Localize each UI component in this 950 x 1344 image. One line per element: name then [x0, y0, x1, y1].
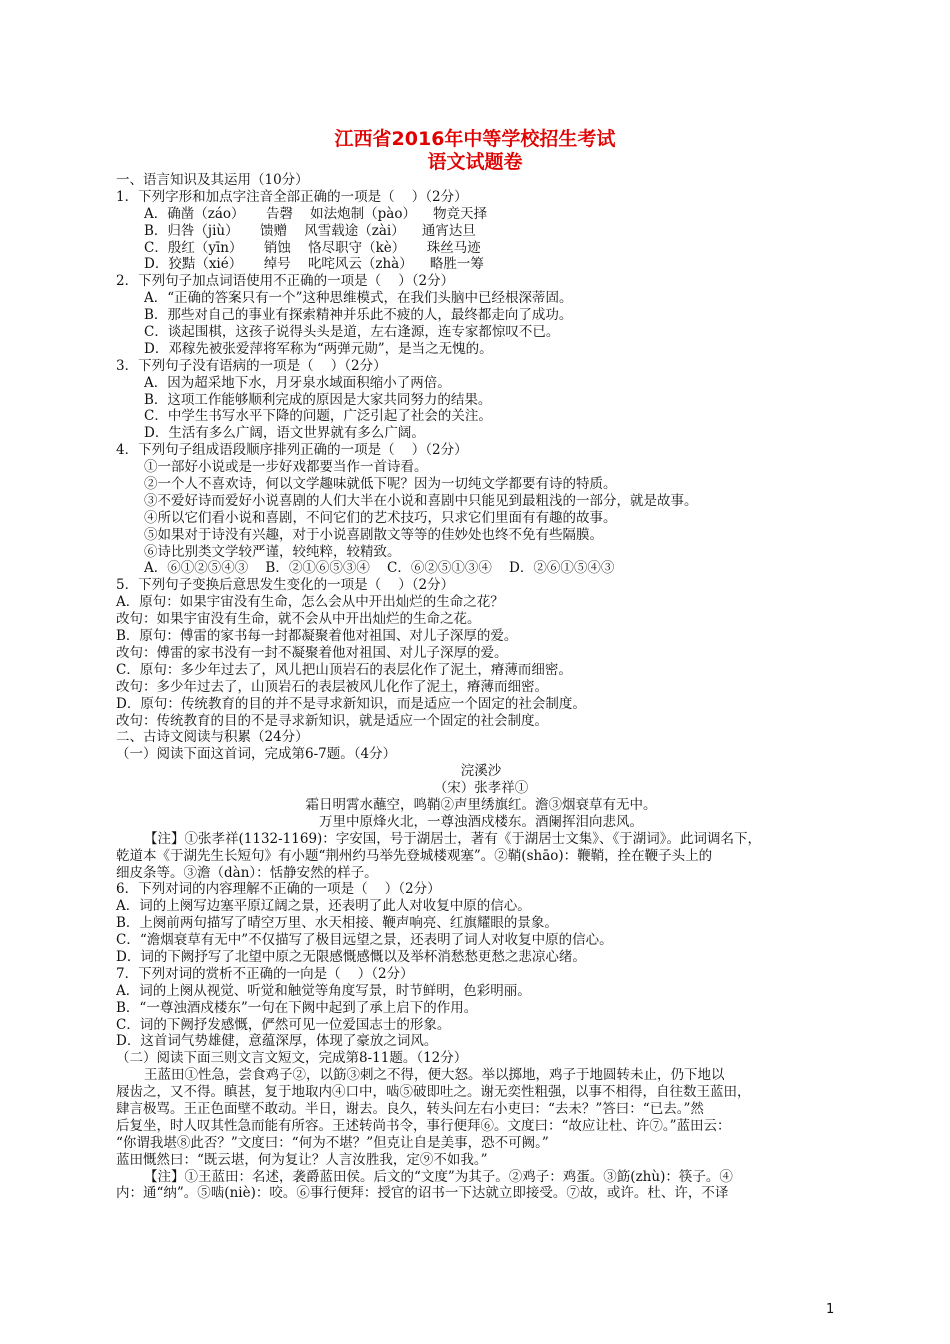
text-line: B．上阕前两句描写了晴空万里、水天相接、鞭声响亮、红旗耀眼的景象。 [116, 915, 558, 932]
text-line: A．确凿（záo） 告磬 如法炮制（pào） 物竞天择 [144, 205, 488, 222]
text-line: A．⑥①②⑤④③ B．②①⑥⑤③④ C．⑥②⑤①③④ D．②⑥①⑤④③ [144, 560, 615, 577]
text-line: ⑤如果对于诗没有兴趣，对于小说喜剧散文等等的佳妙处也终不免有些隔膜。 [144, 526, 603, 543]
text-line: ②一个人不喜欢诗，何以文学趣味就低下呢？因为一切纯文学都要有诗的特质。 [144, 476, 617, 493]
text-line: D．邓稼先被张爱萍将军称为“两弹元勋”，是当之无愧的。 [144, 340, 493, 357]
text-line: 3．下列句子没有语病的一项是（ ）（2分） [116, 357, 387, 374]
text-line: ④所以它们看小说和喜剧，不问它们的艺术技巧，只求它们里面有有趣的故事。 [144, 509, 617, 526]
text-line: C．谈起围棋，这孩子说得头头是道，左右逢源，连专家都惊叹不已。 [144, 324, 560, 341]
text-line: B．“一尊浊酒戍楼东”一句在下阙中起到了承上启下的作用。 [116, 999, 478, 1016]
text-line: 改句：传统教育的目的不是寻求新知识，就是适应一个固定的社会制度。 [116, 712, 548, 729]
text-line: （一）阅读下面这首词，完成第6-7题。（4分） [116, 746, 397, 763]
text-line: A．原句：如果宇宙没有生命，怎么会从中开出灿烂的生命之花？ [116, 594, 504, 611]
text-line: A．“正确的答案只有一个”这种思维模式，在我们头脑中已经根深蒂固。 [144, 290, 573, 307]
text-line: B．归咎（jiù） 馈赠 风雪载途（zài） 通宵达旦 [144, 222, 476, 239]
text-line: ③不爱好诗而爱好小说喜剧的人们大半在小说和喜剧中只能见到最粗浅的一部分，就是故事。 [144, 492, 698, 509]
text-line: A．词的上阕写边塞平原辽阔之景，还表明了此人对收复中原的信心。 [116, 898, 531, 915]
text-line: 细皮条等。③澹（dàn）：恬静安然的样子。 [116, 864, 378, 881]
text-line: （二）阅读下面三则文言文短文，完成第8-11题。（12分） [116, 1050, 468, 1067]
text-line: C．词的下阙抒发感慨，俨然可见一位爱国志士的形象。 [116, 1016, 451, 1033]
exam-body [116, 172, 846, 1202]
text-line: 内：通“纳”。⑤啮(niè)：咬。⑥事行便拜：授官的诏书一下达就立即接受。⑦故，或许。杜、许，不译 [116, 1185, 729, 1202]
text-line: D．生活有多么广阔，语文世界就有多么广阔。 [144, 425, 425, 442]
text-line: （宋）张孝祥① [433, 780, 529, 797]
text-line: 5．下列句子变换后意思发生变化的一项是（ ）（2分） [116, 577, 455, 594]
text-line: D．词的下阙抒写了北望中原之无限感慨感慨以及举杯消愁愁更愁之悲凉心绪。 [116, 948, 586, 965]
text-line: 浣溪沙 [460, 763, 502, 780]
text-line: 7．下列对词的赏析不正确的一向是（ ）（2分） [116, 965, 414, 982]
text-line: 2．下列句子加点词语使用不正确的一项是（ ）（2分） [116, 273, 455, 290]
text-line: 二、古诗文阅读与积累（24分） [116, 729, 309, 746]
text-line: 屐齿之，又不得。瞋甚，复于地取内④口中，啮⑤破即吐之。谢无奕性粗强，以事不相得，自往数王蓝田， [116, 1084, 751, 1101]
text-line: 4．下列句子组成语段顺序排列正确的一项是（ ）（2分） [116, 442, 468, 459]
text-line: 【注】①王蓝田：名述，袭爵蓝田侯。后文的“文度”为其子。②鸡子：鸡蛋。③筯(zhù)：筷子。④ [144, 1168, 733, 1185]
text-line: 1．下列字形和加点字注音全部正确的一项是（ ）（2分） [116, 188, 468, 205]
text-line: D．这首词气势雄健，意蕴深厚，体现了豪放之词风。 [116, 1033, 438, 1050]
text-line: 万里中原烽火北，一尊浊酒戍楼东。酒阑挥泪向悲风。 [319, 813, 643, 830]
text-line: 改句：傅雷的家书没有一封不凝聚着他对祖国、对儿子深厚的爱。 [116, 644, 508, 661]
exam-subtitle: 语文试题卷 [427, 151, 523, 173]
text-line: 6．下列对词的内容理解不正确的一项是（ ）（2分） [116, 881, 441, 898]
text-line: 蓝田慨然曰：“既云堪，何为复让？人言汝胜我，定⑨不如我。” [116, 1151, 488, 1168]
text-line: 后复坐，时人叹其性急而能有所容。王述转尚书令，事行便拜⑥。文度曰：“故应让杜、许⑦。”蓝田云： [116, 1117, 731, 1134]
text-line: 霜日明霄水蘸空，鸣鞘②声里绣旗红。澹③烟衰草有无中。 [305, 796, 657, 813]
text-line: 乾道本《于湖先生长短句》有小题“荆州约马举先登城楼观塞”。②鞘(shāo)：鞭鞘，拴在鞭子头上的 [116, 847, 713, 864]
page-number: 1 [826, 1302, 835, 1317]
text-line: B．那些对自己的事业有探索精神并乐此不疲的人，最终都走向了成功。 [144, 307, 573, 324]
text-line: A．因为超采地下水，月牙泉水域面积缩小了两倍。 [144, 374, 451, 391]
text-line: C．中学生书写水平下降的问题，广泛引起了社会的关注。 [144, 408, 492, 425]
text-line: A．词的上阕从视觉、听觉和触觉等角度写景，时节鲜明，色彩明丽。 [116, 982, 531, 999]
text-line: 【注】①张孝祥(1132-1169)：字安国，号于湖居士，著有《于湖居士文集》、《于湖词》。此词调名下， [144, 830, 762, 847]
exam-title: 江西省2016年中等学校招生考试 [334, 128, 616, 150]
text-line: 肆言极骂。王正色面壁不敢动。半日，谢去。良久，转头问左右小吏曰：“去未？”答曰：“已去。”然 [116, 1100, 704, 1117]
text-line: 王蓝田①性急，尝食鸡子②，以筯③刺之不得，便大怒。举以掷地，鸡子于地圆转未止，仍下地以 [144, 1067, 725, 1084]
text-line: C．原句：多少年过去了，风儿把山顶岩石的表层化作了泥土，瘠薄而细密。 [116, 661, 572, 678]
text-line: D．狡黠（xié） 绰号 叱咤风云（zhà） 略胜一筹 [144, 256, 484, 273]
text-line: 改句：多少年过去了，山顶岩石的表层被风儿化作了泥土，瘠薄而细密。 [116, 678, 548, 695]
text-line: “你谓我堪⑧此否？”文度曰：“何为不堪？”但克让自是美事，恐不可阙。” [116, 1134, 549, 1151]
text-line: B．这项工作能够顺利完成的原因是大家共同努力的结果。 [144, 391, 492, 408]
text-line: ①一部好小说或是一步好戏都要当作一首诗看。 [144, 459, 428, 476]
text-line: C．殷红（yīn） 销蚀 恪尽职守（kè） 珠丝马迹 [144, 239, 481, 256]
text-line: 一、语言知识及其运用（10分） [116, 172, 309, 188]
text-line: C．“澹烟衰草有无中”不仅描写了极目远望之景，还表明了词人对收复中原的信心。 [116, 932, 613, 949]
text-line: 改句：如果宇宙没有生命，就不会从中开出灿烂的生命之花。 [116, 611, 481, 628]
text-line: B．原句：傅雷的家书每一封都凝聚着他对祖国、对儿子深厚的爱。 [116, 628, 518, 645]
text-line: D．原句：传统教育的目的并不是寻求新知识，而是适应一个固定的社会制度。 [116, 695, 586, 712]
text-line: ⑥诗比别类文学较严谨，较纯粹，较精致。 [144, 543, 401, 560]
